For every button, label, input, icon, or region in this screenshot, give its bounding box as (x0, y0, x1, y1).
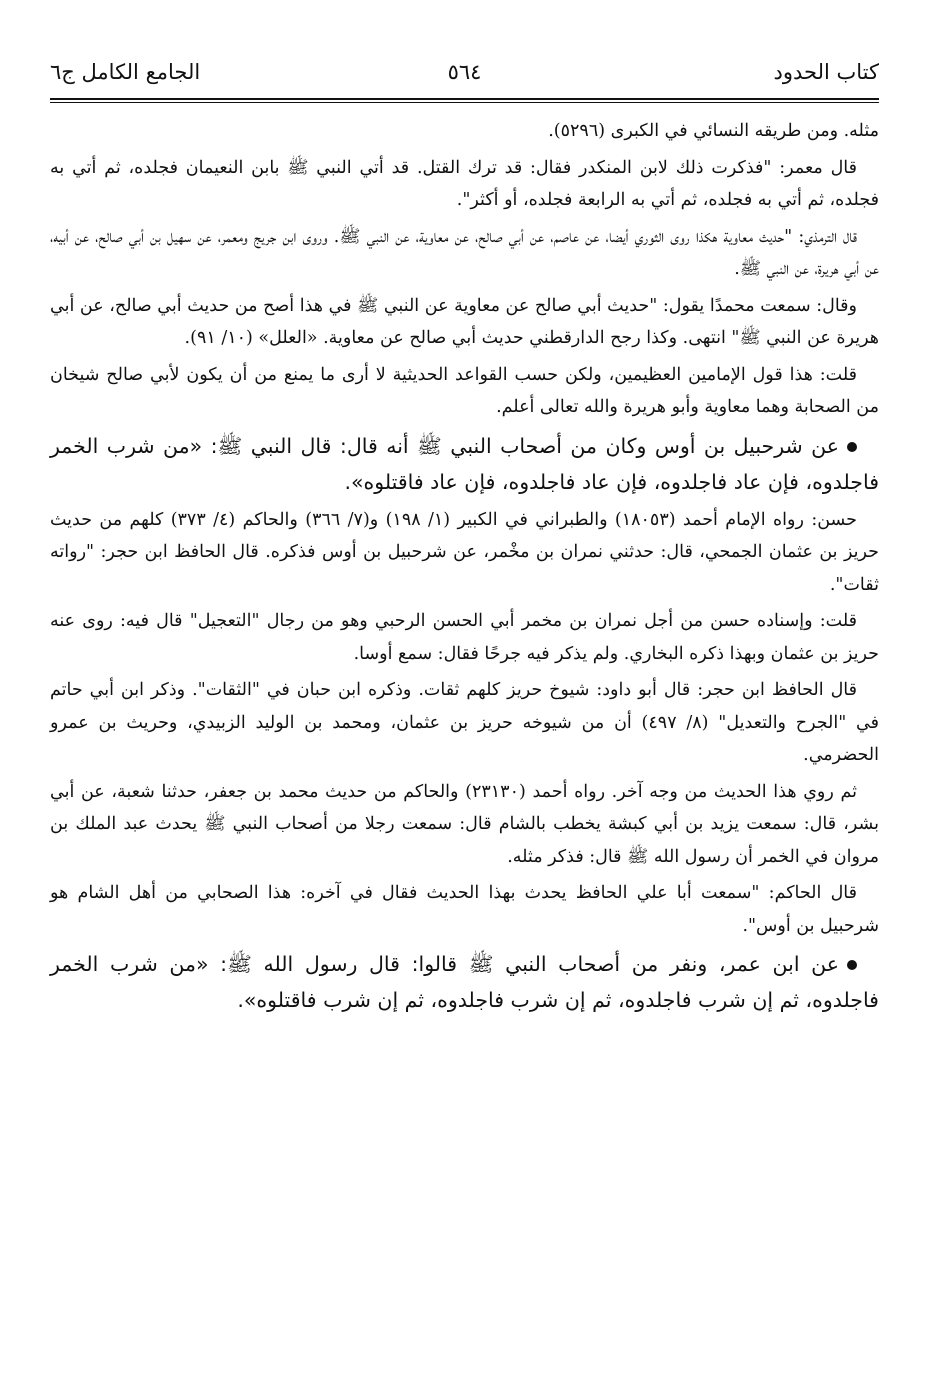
paragraph: قال الحافظ ابن حجر: قال أبو داود: شيوخ حريز كلهم ثقات. وذكره ابن حبان في "الثقات". وذكر ابن أبي حاتم في "الجرح والتعديل" (٨/ ٤٩٧) أن من شيوخه حريز بن عثمان، ومحمد بن الوليد الزبيدي، وحريث بن عمرو الحضرمي. (50, 680, 879, 765)
header-rule-thick (50, 98, 879, 100)
bullet-icon (847, 442, 857, 452)
hadith-body: عن ابن عمر، ونفر من أصحاب النبي ﷺ قالوا: قال رسول الله ﷺ: «من شرب الخمر فاجلدوه، ثم إن شرب فاجلدوه، ثم إن شرب فاجلدوه، ثم إن شرب فاقتلوه». (50, 952, 879, 1012)
book-chapter-title: كتاب الحدود (773, 60, 879, 84)
hadith-body: عن شرحبيل بن أوس وكان من أصحاب النبي ﷺ أنه قال: قال النبي ﷺ: «من شرب الخمر فاجلدوه، فإن عاد فاجلدوه، فإن عاد فاجلدوه، فإن عاد فاقتلوه». (50, 433, 879, 494)
paragraph: وقال: سمعت محمدًا يقول: "حديث أبي صالح عن معاوية عن النبي ﷺ في هذا أصح من حديث أبي صالح، عن أبي هريرة عن النبي ﷺ" انتهى. وكذا رجح الدارقطني حديث أبي صالح عن معاوية. «العلل» (١٠/ ٩١). (50, 295, 879, 348)
page-number: ٥٦٤ (447, 60, 482, 84)
paragraph: قلت: هذا قول الإمامين العظيمين، ولكن حسب القواعد الحديثية لا أرى ما يمنع من أن يكون لأبي صالح شيخان من الصحابة وهما معاوية وأبو هريرة والله تعالى أعلم. (50, 364, 879, 417)
hadith-text (50, 428, 879, 500)
hadith-text (50, 946, 879, 1018)
paragraph: قال الترمذي: "حديث معاوية هكذا روى الثوري أيضا، عن عاصم، عن أبي صالح، عن معاوية، عن النبي ﷺ. وروى ابن جريج ومعمر، عن سهيل بن أبي صالح، عن أبيه، عن أبي هريرة، عن النبي ﷺ. (50, 226, 879, 279)
page-header (50, 56, 879, 96)
bullet-icon (847, 960, 857, 970)
paragraph: قال الحاكم: "سمعت أبا علي الحافظ يحدث بهذا الحديث فقال في آخره: هذا الصحابي من أهل الشام هو شرحبيل بن أوس". (50, 883, 879, 936)
book-title: الجامع الكامل ج٦ (50, 60, 201, 84)
book-page (50, 56, 879, 1344)
paragraph: ثم روي هذا الحديث من وجه آخر. رواه أحمد (٢٣١٣٠) والحاكم من حديث محمد بن جعفر، حدثنا شعبة، عن أبي بشر، قال: سمعت يزيد بن أبي كبشة يخطب بالشام قال: سمعت رجلا من أصحاب النبي ﷺ يحدث عبد الملك بن مروان في الخمر أن رسول الله ﷺ قال: فذكر مثله. (50, 781, 879, 867)
paragraph: حسن: رواه الإمام أحمد (١٨٠٥٣) والطبراني في الكبير (١/ ١٩٨) و(٧/ ٣٦٦) والحاكم (٤/ ٣٧٣) كلهم من حديث حريز بن عثمان الجمحي، قال: حدثني نمران بن مخْمر، عن شرحبيل بن أوس فذكره. قال الحافظ ابن حجر: "رواته ثقات". (50, 509, 879, 595)
paragraph: قال معمر: "فذكرت ذلك لابن المنكدر فقال: قد ترك القتل. قد أتي النبي ﷺ بابن النعيمان فجلده، ثم أتي به فجلده، ثم أتي به فجلده، ثم أتي به الرابعة فجلده، أو أكثر". (50, 157, 879, 210)
paragraph: قلت: وإسناده حسن من أجل نمران بن مخمر أبي الحسن الرحبي وهو من رجال "التعجيل" قال فيه: روى عنه حريز بن عثمان وبهذا ذكره البخاري. ولم يذكر فيه جرحًا فقال: سمع أوسا. (50, 611, 879, 664)
paragraph: مثله. ومن طريقه النسائي في الكبرى (٥٢٩٦). (548, 121, 879, 141)
header-rule-thin (50, 102, 879, 103)
